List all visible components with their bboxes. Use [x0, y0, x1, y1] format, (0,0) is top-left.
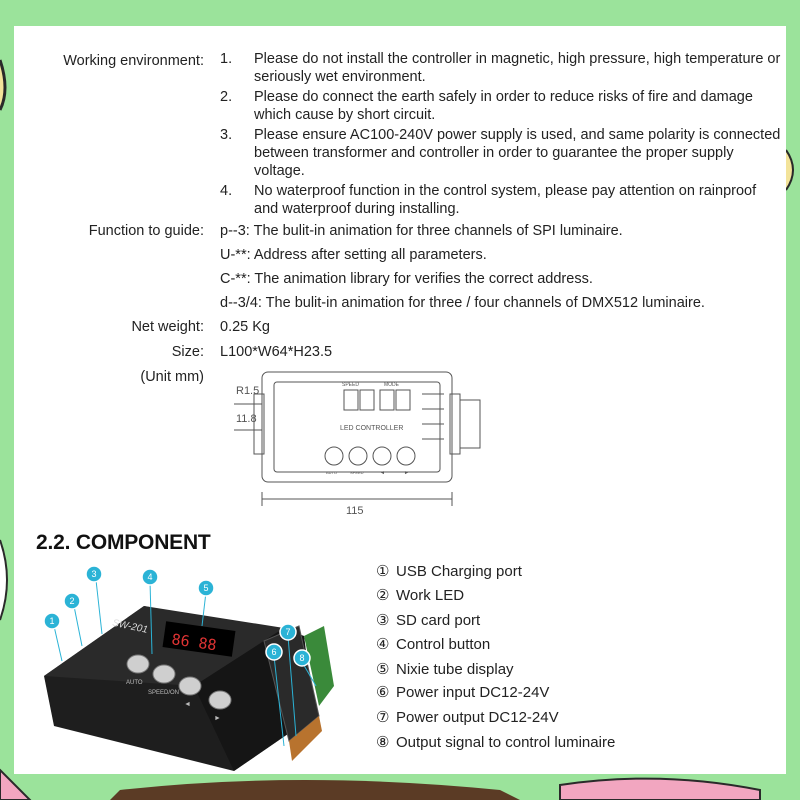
drawing-mode-label: MODE: [384, 382, 399, 388]
drawing-h-label: 11.8: [236, 413, 257, 425]
photo-display-digits: 86 88: [170, 630, 218, 655]
drawing-button-label-3: ◄: [380, 470, 385, 476]
component-item: ④ Control button: [376, 636, 491, 653]
photo-button-label-1: AUTO: [126, 680, 143, 686]
function-item-3: C-**: The animation library for verifies the correct address.: [220, 271, 593, 287]
size-label: Size:: [171, 344, 204, 360]
photo-button-label-4: ►: [214, 715, 221, 722]
callout-3: 3: [91, 569, 97, 579]
callout-8: 8: [299, 653, 305, 663]
document-page: [14, 26, 786, 774]
drawing-button-label-2: SPEED: [350, 470, 364, 475]
working-environment-label: Working environment:: [63, 53, 204, 69]
callout-6: 6: [271, 647, 277, 657]
photo-brand: SW-201: [111, 617, 149, 636]
photo-button-label-2: SPEED/ON: [148, 690, 180, 696]
component-item: ③ SD card port: [376, 612, 481, 629]
controller-drawing: [204, 364, 504, 514]
component-item: ② Work LED: [376, 587, 465, 604]
size-value: L100*W64*H23.5: [220, 344, 333, 360]
component-item: ⑧ Output signal to control luminaire: [376, 734, 616, 751]
drawing-width-label: 115: [346, 505, 364, 514]
callout-4: 4: [147, 572, 153, 582]
function-item-1: p--3: The bulit-in animation for three channels of SPI luminaire.: [220, 223, 623, 239]
function-item-2: U-**: Address after setting all parameters.: [220, 247, 487, 263]
drawing-title: LED CONTROLLER: [340, 425, 404, 432]
function-guide-section: [14, 222, 786, 322]
device-photo: [34, 566, 334, 774]
env-item-3-text: Please ensure AC100-240V power supply is used, and same polarity is connected between transformer and controller in order to guarantee the proper supply voltage.: [254, 127, 781, 179]
net-weight-value: 0.25 Kg: [220, 319, 270, 335]
callout-2: 2: [69, 596, 75, 606]
callout-7: 7: [285, 627, 291, 637]
photo-button-label-3: ◄: [184, 701, 191, 708]
net-weight-label: Net weight:: [131, 319, 204, 335]
drawing-speed-label: SPEED: [342, 382, 359, 388]
drawing-button-label-4: ►: [404, 470, 409, 476]
component-item: ⑥ Power input DC12-24V: [376, 684, 550, 701]
env-item-2-text: Please do connect the earth safely in order to reduce risks of fire and damage which cause by short circuit.: [254, 89, 753, 123]
function-item-4: d--3/4: The bulit-in animation for three / four channels of DMX512 luminaire.: [220, 295, 705, 311]
callout-5: 5: [203, 583, 209, 593]
function-guide-label: Function to guide:: [88, 223, 204, 239]
drawing-r-label: R1.5: [236, 385, 260, 397]
drawing-button-label-1: AUTO: [326, 470, 338, 475]
working-environment-section: Working environment: 1. Please do not install the controller in magnetic, high pressure, high temperature or seriously wet environment. 2. Please do connect the earth safely in order to reduce risks of fire and damage which cause by short circuit. 3. Please ensure AC100-240V power supply is used, and same polarity is connected between transformer and controller in order to guarantee the proper supply voltage. 4. No waterproof function in the control system, please pay attention on rainproof and waterproof during installing.: [14, 50, 786, 250]
callout-1: 1: [49, 616, 55, 626]
component-title: 2.2. COMPONENT: [36, 531, 211, 554]
component-item: ① USB Charging port: [376, 563, 522, 580]
env-item-4-text: No waterproof function in the control system, please pay attention on rainproof and waterproof during installing.: [254, 183, 757, 217]
size-unit-label: (Unit mm): [140, 369, 204, 385]
component-item: ⑦ Power output DC12-24V: [376, 709, 559, 726]
component-item: ⑤ Nixie tube display: [376, 661, 514, 678]
env-item-1-text: Please do not install the controller in magnetic, high pressure, high temperature or seriously wet environment.: [254, 51, 781, 85]
